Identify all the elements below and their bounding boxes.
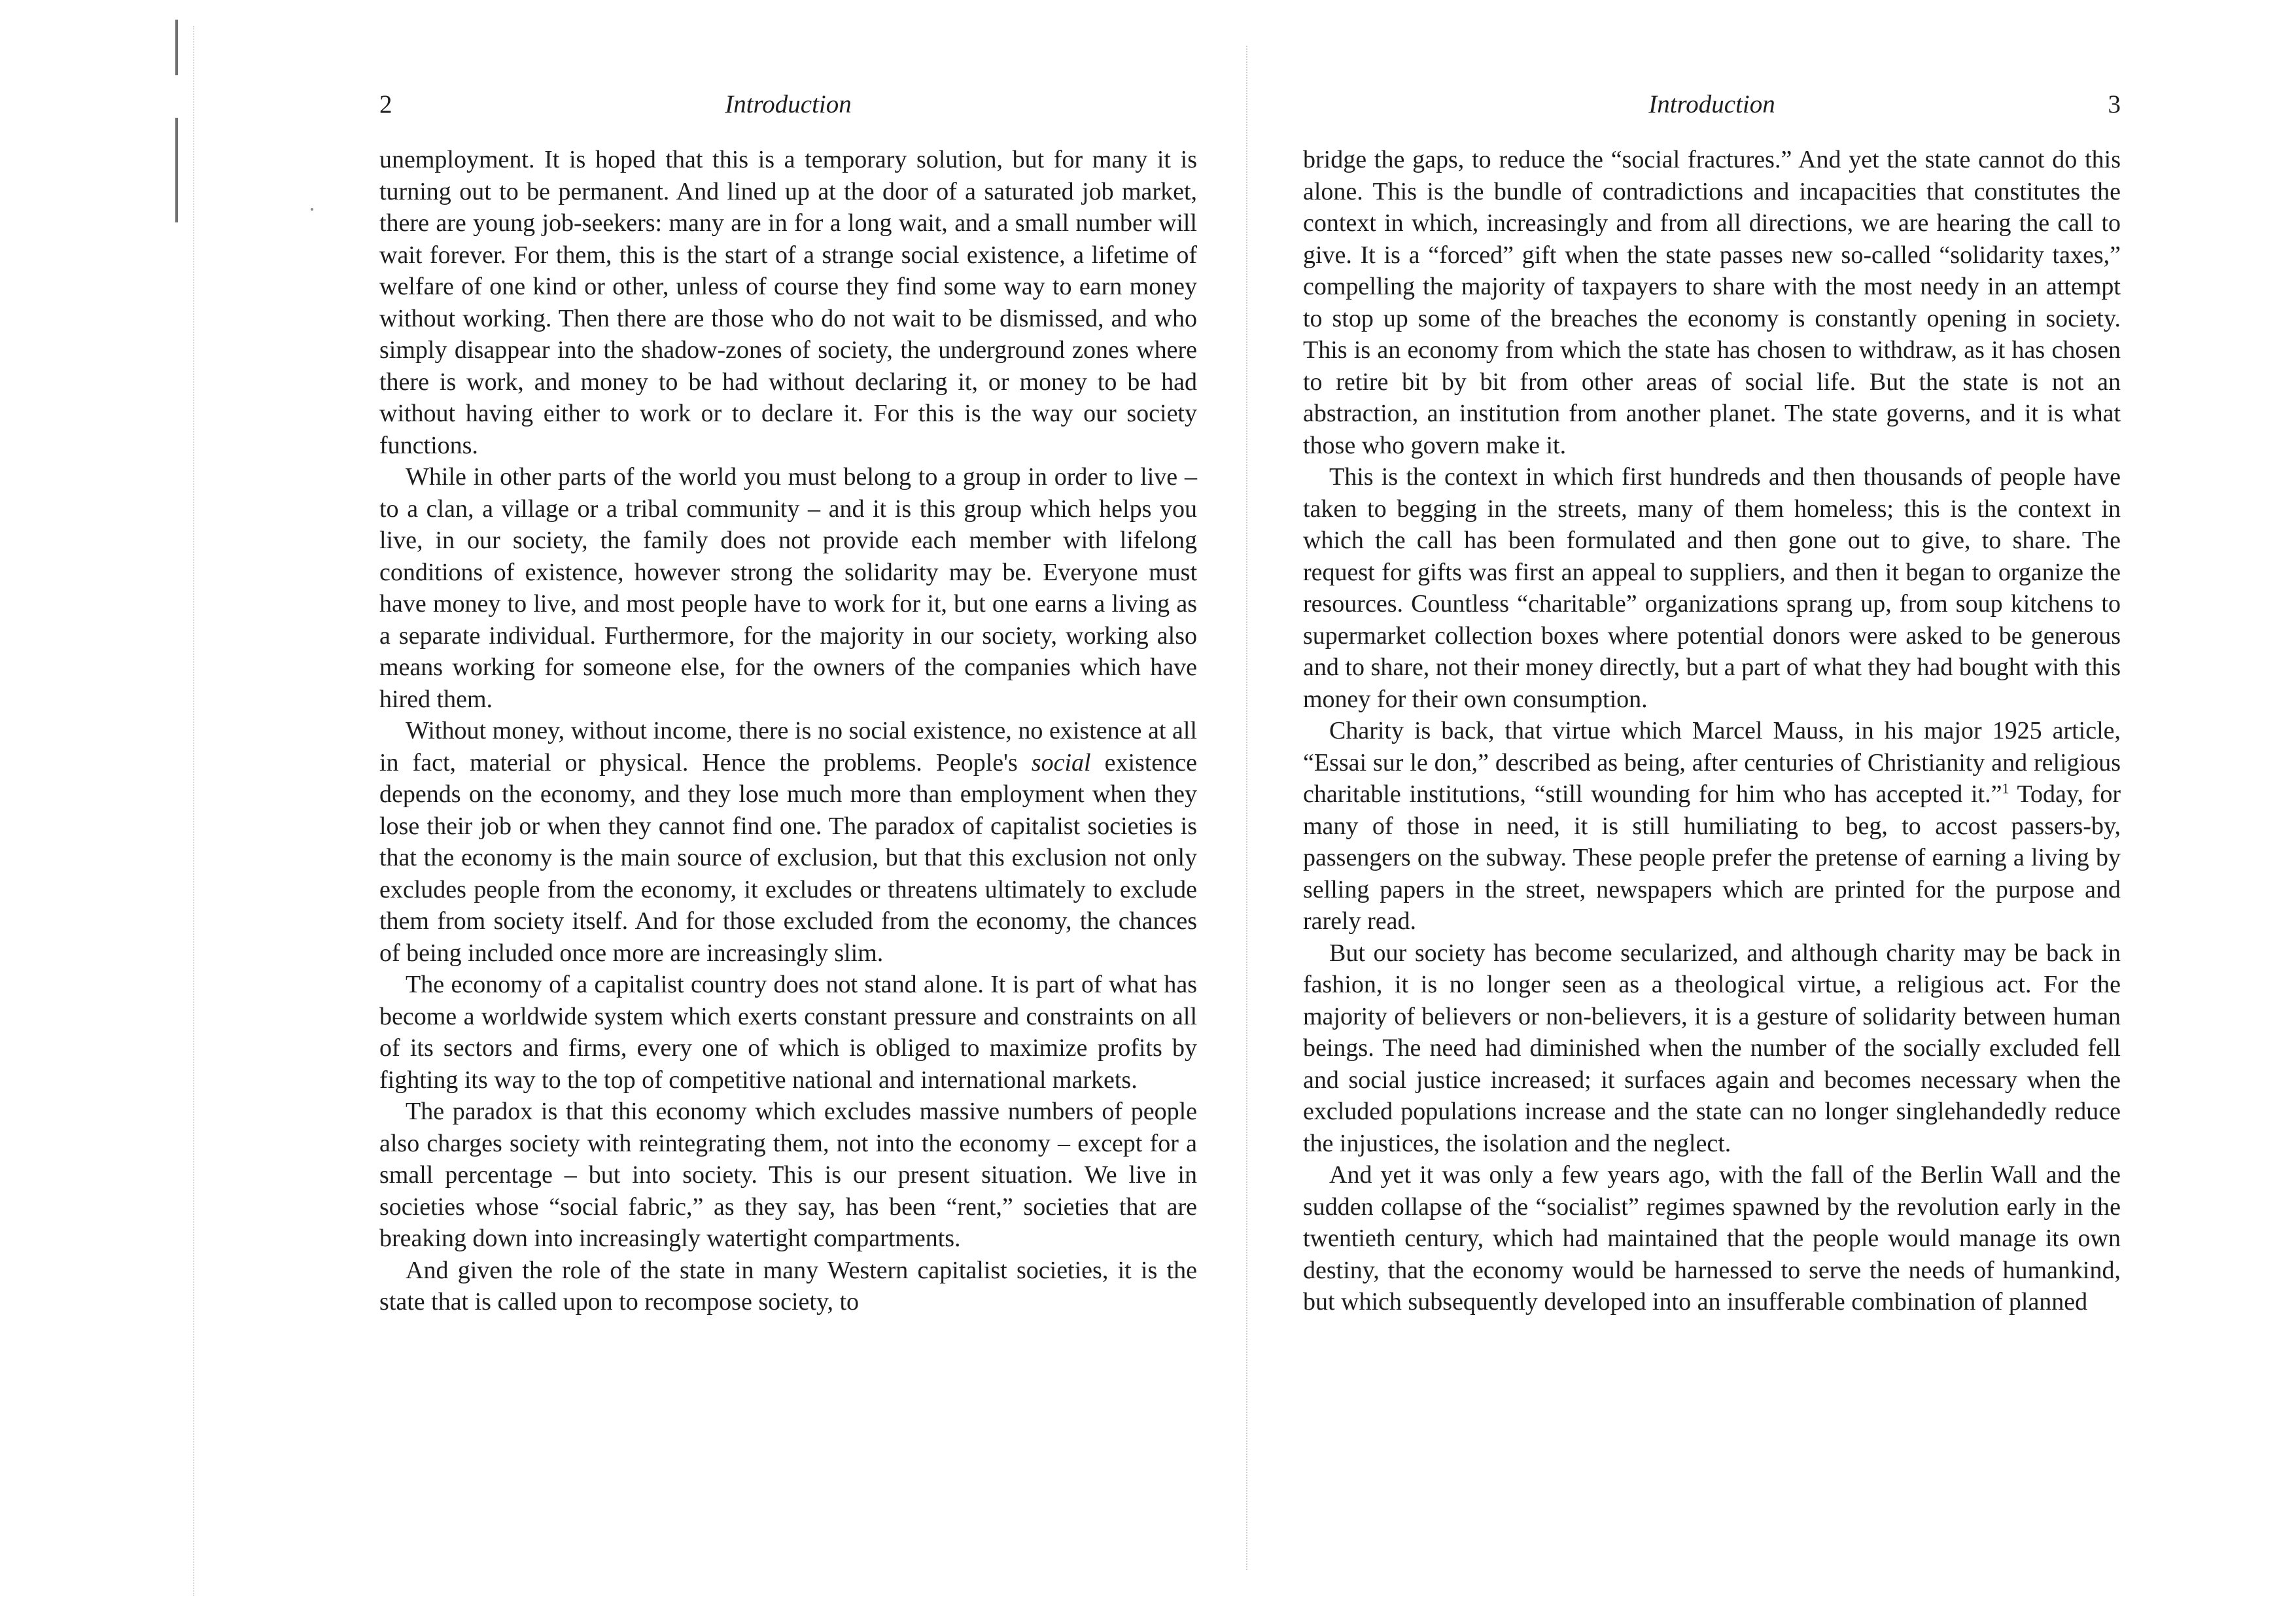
paragraph [1303, 715, 2121, 937]
paragraph-text: Without money, without income, there is no social existence, no existence at all in fact, material or physical. Hence the problems. People's [379, 717, 1197, 777]
page-number: 2 [379, 90, 392, 118]
paragraph: But our society has become secularized, and although charity may be back in fashion, it is no longer seen as a theological virtue, a religious act. For the majority of believers or non-believers, it is a gesture of solidarity between human beings. The need had diminished when the number of the socially excluded fell and social justice increased; it surfaces again and becomes necessary when the excluded populations increase and the state can no longer singlehandedly reduce the injustices, the isolation and the neglect. [1303, 939, 2121, 1157]
scan-edge-mark [175, 118, 178, 222]
left-body-text [379, 144, 1197, 1318]
page-gutter [1246, 46, 1247, 1570]
paragraph [379, 715, 1197, 969]
right-running-head [1303, 85, 2121, 124]
left-running-head [379, 85, 1197, 124]
paragraph: And given the role of the state in many Western capitalist societies, it is the state that is called upon to recompose society, to [379, 1256, 1197, 1316]
scan-edge-mark [175, 20, 178, 75]
running-head-title: Introduction [1648, 90, 1775, 118]
page-number: 3 [2108, 90, 2121, 118]
paragraph: unemployment. It is hoped that this is a temporary solution, but for many it is turning out to be permanent. And lined up at the door of a saturated job market, there are young job-seekers: many are in for a long wait, and a small number will wait forever. For them, this is the start of a strange social existence, a lifetime of welfare of one kind or other, unless of course they find some way to earn money without working. Then there are those who do not wait to be dismissed, and who simply disappear into the shadow-zones of society, the underground zones where there is work, and money to be had without declaring it, or money to be had without having either to work or to declare it. For this is the way our society functions. [379, 146, 1197, 459]
right-body-text [1303, 144, 2121, 1318]
right-page [1303, 85, 2121, 1318]
paragraph: While in other parts of the world you must belong to a group in order to live – to a clan, a village or a tribal community – and it is this group which helps you live, in our society, the family does not provide each member with lifelong conditions of existence, however strong the solidarity may be. Everyone must have money to live, and most people have to work for it, but one earns a living as a separate individual. Furthermore, for the majority in our society, working also means working for someone else, for the owners of the companies which have hired them. [379, 463, 1197, 713]
scan-speck [311, 208, 313, 211]
left-page [379, 85, 1197, 1318]
paragraph-text: existence depends on the economy, and they lose much more than employment when they lose their job or when they cannot find one. The paradox of capitalist societies is that the economy is the main source of exclusion, but that this exclusion not only excludes people from the economy, it excludes or threatens ultimately to exclude them from society itself. And for those excluded from the economy, the chances of being included once more are increasingly slim. [379, 748, 1197, 967]
emphasis-text: social [1031, 748, 1091, 777]
paragraph: The paradox is that this economy which excludes massive numbers of people also charges society with reintegrating them, not into the economy – except for a small percentage – but into society. This is our present situation. We live in societies whose “social fabric,” as they say, has been “rent,” societies that are breaking down into increasingly watertight compartments. [379, 1098, 1197, 1252]
paragraph: The economy of a capitalist country does not stand alone. It is part of what has become a worldwide system which exerts constant pressure and constraints on all of its sectors and firms, every one of which is obliged to maximize profits by fighting its way to the top of competitive national and international markets. [379, 971, 1197, 1094]
paragraph-text: Charity is back, that virtue which Marcel Mauss, in his major 1925 article, “Essai sur le don,” described as being, after centuries of Christianity and religious charitable institutions, “still wounding for him who has accepted it.” [1303, 717, 2121, 808]
running-head-title: Introduction [725, 90, 852, 118]
paragraph: bridge the gaps, to reduce the “social fractures.” And yet the state cannot do this alone. This is the bundle of contradictions and incapacities that constitutes the context in which, increasingly and from all directions, we are hearing the call to give. It is a “forced” gift when the state passes new so-called “solidarity taxes,” compelling the majority of taxpayers to share with the most needy in an attempt to stop up some of the breaches the economy is constantly opening in society. This is an economy from which the state has chosen to withdraw, as it has chosen to retire bit by bit from other areas of social life. But the state is not an abstraction, an institution from another planet. The state governs, and it is what those who govern make it. [1303, 146, 2121, 459]
scan-edge-dots [193, 26, 194, 1596]
paragraph: And yet it was only a few years ago, with the fall of the Berlin Wall and the sudden collapse of the “socialist” regimes spawned by the revolution early in the twentieth century, which had maintained that the people would manage its own destiny, that the economy would be harnessed to serve the needs of humankind, but which subsequently developed into an insufferable combination of planned [1303, 1161, 2121, 1316]
paragraph-text: Today, for many of those in need, it is still humiliating to beg, to accost passers-by, passengers on the subway. These people prefer the pretense of earning a living by selling papers in the street, newspapers which are printed for the purpose and rarely read. [1303, 780, 2121, 935]
paragraph: This is the context in which first hundreds and then thousands of people have taken to begging in the streets, many of them homeless; this is the context in which the call has been formulated and then gone out to give, to share. The request for gifts was first an appeal to suppliers, and then it began to organize the resources. Countless “charitable” organizations sprang up, from soup kitchens to supermarket collection boxes where potential donors were asked to be generous and to share, not their money directly, but a part of what they had bought with this money for their own consumption. [1303, 463, 2121, 713]
footnote-marker: 1 [2002, 780, 2009, 797]
